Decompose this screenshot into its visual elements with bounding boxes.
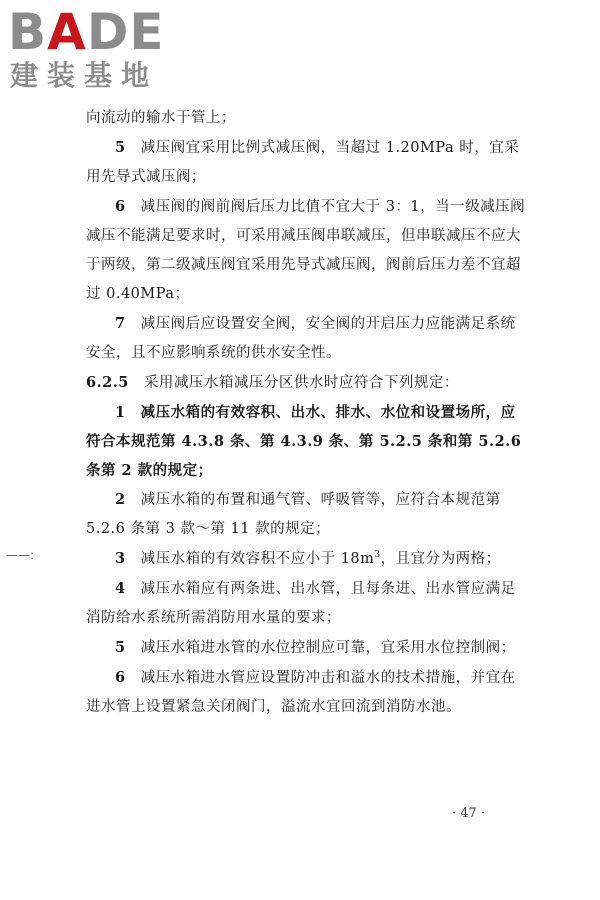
subitem-6-number: 6 xyxy=(115,669,126,686)
subitem-5-number: 5 xyxy=(115,639,126,656)
item-5-text: 减压阀宜采用比例式减压阀，当超过 1.20MPa 时，宜采用先导式减压阀； xyxy=(86,140,520,185)
item-7 xyxy=(86,309,526,368)
logo-wordmark xyxy=(8,4,165,60)
subitem-1-text: 减压水箱的有效容积、出水、排水、水位和设置场所，应符合本规范第 4.3.8 条、第 4.3.9 条、第 5.2.5 条和第 5.2.6 条第 2 款的规定； xyxy=(86,404,522,479)
logo xyxy=(8,4,178,94)
section-6-2-5 xyxy=(86,368,526,398)
logo-chinese-text: 建装基地 xyxy=(10,59,159,92)
logo-letter-a-accent: A xyxy=(47,3,87,61)
document-body xyxy=(86,104,526,722)
subitem-4-number: 4 xyxy=(115,580,126,597)
item-6-text: 减压阀的阀前阀后压力比值不宜大于 3：1，当一级减压阀减压不能满足要求时，可采用减压阀串联减压，但串联减压不应大于两级，第二级减压阀宜采用先导式减压阀，阀前后压力差不宜超过 0.40MPa； xyxy=(86,199,526,302)
subitem-5-text: 减压水箱进水管的水位控制应可靠，宜采用水位控制阀； xyxy=(140,640,516,656)
subitem-6-text: 减压水箱进水管应设置防冲击和溢水的技术措施，并宜在进水管上设置紧急关闭阀门，溢流水宜回流到消防水池。 xyxy=(86,670,516,715)
subitem-5 xyxy=(86,633,526,663)
subitem-2 xyxy=(86,485,526,544)
subitem-3-number: 3 xyxy=(115,550,126,567)
subitem-1 xyxy=(86,398,526,485)
item-5 xyxy=(86,133,526,192)
item-7-number: 7 xyxy=(115,315,126,332)
item-7-text: 减压阀后应设置安全阀，安全阀的开启压力应能满足系统安全，且不应影响系统的供水安全性。 xyxy=(86,316,516,361)
superscript-3: 3 xyxy=(374,550,381,561)
subitem-2-text: 减压水箱的布置和通气管、呼吸管等，应符合本规范第 5.2.6 条第 3 款～第 11 款的规定； xyxy=(86,492,501,537)
continuation-line xyxy=(86,104,526,133)
logo-letters-de: DE xyxy=(86,3,165,61)
page-number: · 47 · xyxy=(452,806,486,821)
subitem-3 xyxy=(86,544,526,574)
section-number: 6.2.5 xyxy=(86,374,129,391)
item-6 xyxy=(86,192,526,309)
subitem-2-number: 2 xyxy=(115,491,126,508)
item-5-number: 5 xyxy=(115,139,126,156)
subitem-6 xyxy=(86,663,526,722)
subitem-1-number: 1 xyxy=(115,404,126,421)
continuation-text: 向流动的输水干管上； xyxy=(86,110,236,126)
subitem-4-text: 减压水箱应有两条进、出水管，且每条进、出水管应满足消防给水系统所需消防用水量的要求； xyxy=(86,581,516,626)
item-6-number: 6 xyxy=(115,198,126,215)
subitem-3-text-end: ，且宜分为两格； xyxy=(380,551,501,567)
margin-mark: ——: xyxy=(6,548,35,562)
subitem-4 xyxy=(86,574,526,633)
section-text: 采用减压水箱减压分区供水时应符合下列规定： xyxy=(143,375,459,391)
subitem-3-text: 减压水箱的有效容积不应小于 18m xyxy=(140,551,375,567)
logo-letters-b: B xyxy=(8,3,48,61)
